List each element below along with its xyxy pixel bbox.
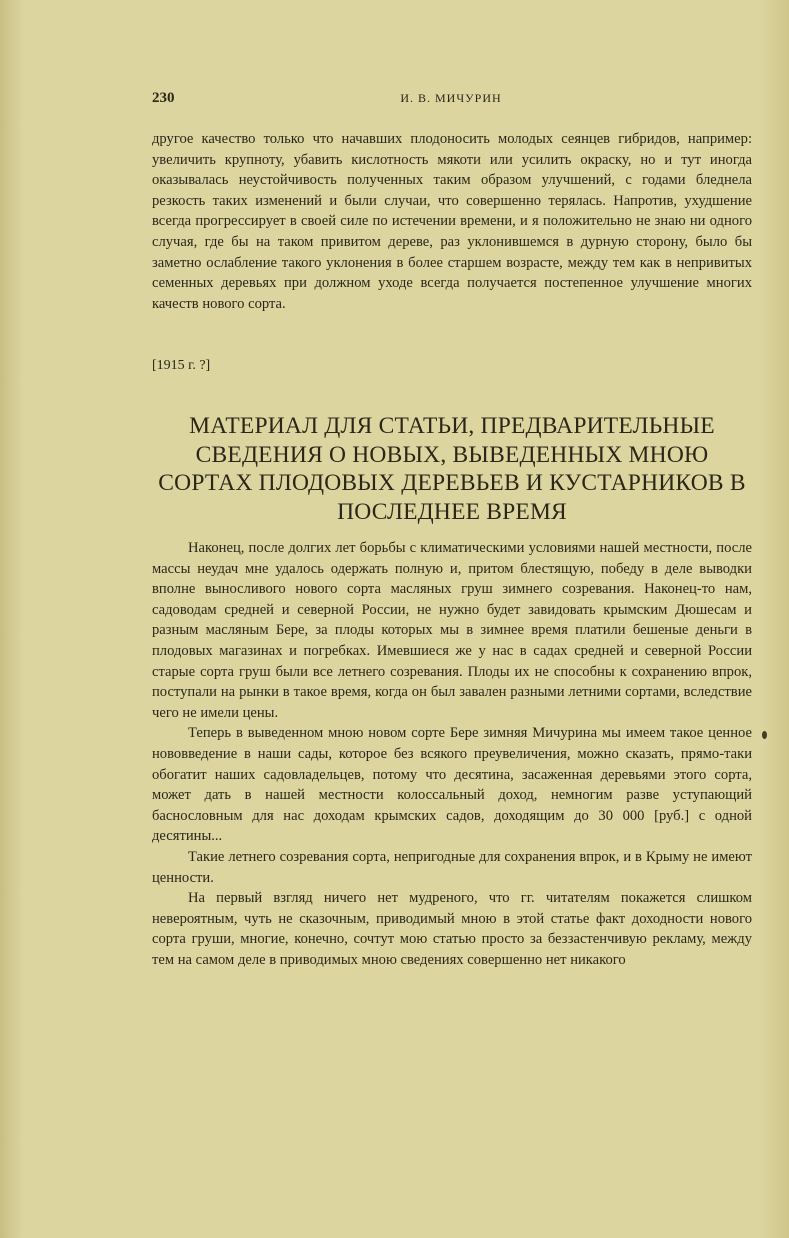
article-body	[152, 538, 752, 970]
article-title: МАТЕРИАЛ ДЛЯ СТАТЬИ, ПРЕДВАРИТЕЛЬНЫЕ СВЕДЕНИЯ О НОВЫХ, ВЫВЕДЕННЫХ МНОЮ СОРТАХ ПЛОДОВЫХ ДЕРЕВЬЕВ И КУСТАРНИКОВ В ПОСЛЕДНЕЕ ВРЕМЯ	[158, 413, 746, 525]
article-paragraph: На первый взгляд ничего нет мудреного, что гг. читателям покажется слишком невероятным, чуть не сказочным, приводимый мною в этой статье факт доходности нового сорта груши, многие, конечно, сочтут мою статью просто за беззастенчивую рекламу, между тем на самом деле в приводимых мною сведениях совершенно нет никакого	[152, 890, 752, 968]
running-head: И. В. МИЧУРИН	[400, 91, 502, 105]
article-paragraph: Наконец, после долгих лет борьбы с климатическими условиями нашей местности, после массы неудач мне удалось одержать полную и, притом блестящую, победу в деле выводки вполне выносливого нового сорта масляных груш зимнего созревания. Наконец-то нам, садоводам средней и северной России, не нужно будет завидовать крымским Дюшесам и разным масляным Бере, за плоды которых мы в зимнее время платили бешеные деньги в плодовых магазинах и погребках. Имевшиеся же у нас в садах средней и северной России старые сорта груш были все летнего созревания. Плоды их не способны к сохранению впрок, поступали на рынки в такое время, когда он был завален разными летними сортами, вследствие чего не имели цены.	[152, 540, 752, 721]
page-header	[152, 90, 750, 110]
previous-article-date: [1915 г. ?]	[152, 358, 211, 373]
previous-article-ending	[152, 129, 752, 314]
page-number: 230	[152, 90, 175, 106]
ink-mark	[762, 731, 767, 739]
article-paragraph: Теперь в выведенном мною новом сорте Бере зимняя Мичурина мы имеем такое ценное нововведение в наши сады, которое без всякого преувеличения, можно сказать, прямо-таки обогатит наших садовладельцев, потому что десятина, засаженная деревьями этого сорта, может дать в нашей местности колоссальный доход, немногим разве уступающий баснословным для нас доходам крымских садов, доходящим до 30 000 [руб.] с одной десятины...	[152, 725, 752, 845]
article-paragraph: Такие летнего созревания сорта, непригодные для сохранения впрок, и в Крыму не имеют ценности.	[152, 848, 752, 886]
previous-paragraph: другое качество только что начавших плодоносить молодых сеянцев гибридов, например: увеличить крупноту, убавить кислотность мякоти или усилить окраску, но и тут иногда оказывалась неустойчивость полученных таким образом улучшений, с годами бледнела резкость таких изменений и были случаи, что совершенно терялась. Напротив, ухудшение всегда прогрессирует в своей силе по истечении времени, и я положительно не знаю ни одного случая, где бы на таком привитом дереве, раз уклонившемся в дурную сторону, было бы заметно ослабление такого уклонения в более старшем возрасте, между тем как в непривитых семенных деревьях при должном уходе всегда получается постепенное улучшение многих качеств нового сорта.	[152, 131, 752, 312]
